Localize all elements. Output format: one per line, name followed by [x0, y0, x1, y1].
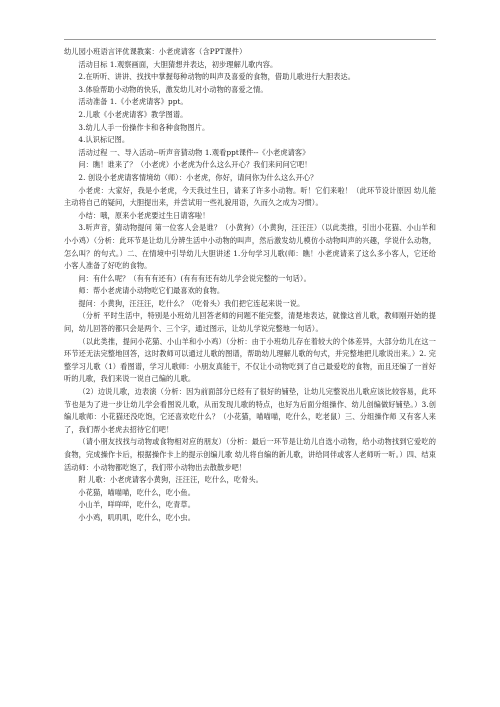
- poem-line: 小花猫，喵喵喵，吃什么，吃小鱼。: [78, 487, 195, 497]
- paragraph: 小结：哦，原来小老虎要过生日请客啦！: [78, 210, 210, 220]
- poem-line: 小小鸡，叽叽叽，吃什么，吃小虫。: [78, 512, 195, 522]
- paragraph: 活动准备 1.《小老虎请客》ppt。: [78, 97, 188, 107]
- paragraph: （2）边说儿歌，边表演（分析：因为前面部分已经有了很好的铺垫，让幼儿完整说出儿歌应该比较容易，此环节也是为了进一步让幼儿学会看图说儿歌，从而发现儿歌的特点，也好为后面分组操作、幼儿创编做好铺垫。）3.创编儿歌师：小花猫还没吃饱，它还喜欢吃什么？（小花猫，喵喵喵，吃什么，吃老鼠）三、分组操作师 又有客人来了，我们帮小老虎去招待它们吧！: [64, 387, 436, 434]
- paragraph: 问：有什么呢？（有有有还有）(有有有还有幼儿学会说完整的一句话）。: [78, 273, 311, 283]
- paragraph: 3.体验帮助小动物的快乐，激发幼儿对小动物的喜爱之情。: [78, 84, 268, 94]
- document-title: 幼儿园小班语言评优课教案：小老虎请客（含PPT课件）: [64, 47, 247, 56]
- paragraph: 3.幼儿人手一份操作卡和各种食物图片。: [78, 122, 210, 132]
- paragraph: 提问：小黄狗，汪汪汪，吃什么？（吃骨头）我们把它连起来说一说。: [78, 298, 305, 308]
- paragraph: 2. 创设小老虎请客情境幼（师）：小老虎，你好，请问你为什么这么开心？: [78, 172, 318, 182]
- paragraph: 2.在听听、讲讲、找找中掌握每种动物的叫声及喜爱的食物，借助儿歌进行大胆表达。: [78, 72, 356, 82]
- poem-line: 附 儿歌：小老虎请客小黄狗，汪汪汪，吃什么，吃骨头。: [78, 475, 263, 485]
- paragraph: 小老虎：大家好，我是小老虎，今天我过生日，请来了许多小动物。听！它们来啦！（此环节设计原因 幼儿能主动将自己的疑问，大胆提出来，并尝试用一些礼貌用语，久而久之成为习惯）。: [64, 185, 436, 208]
- paragraph: 问：瞧！谁来了？（小老虎）小老虎为什么这么开心？我们来问问它吧！: [78, 160, 312, 170]
- paragraph: （分析 平时生活中，特别是小班幼儿回答老师的问题不能完整，清楚地表达，就像这首儿歌，教师刚开始的提问，幼儿回答的都只会是两个、三个字，通过图示，让幼儿学说完整地一句话）。: [64, 311, 436, 334]
- paragraph: 4.认识标记图。: [78, 135, 130, 145]
- paragraph: 3.听声音，猜动物提问 第一位客人会是谁？（小黄狗）（小黄狗，汪汪汪）（以此类推，引出小花猫、小山羊和小小鸡）（分析：此环节是让幼儿分辨生活中小动物的叫声，然后激发幼儿模仿小动物叫声的兴趣，学说什么动物，怎么叫？的句式。）二、在情境中引导幼儿大胆讲述 1.分句学习儿歌(师：瞧！小老虎请来了这么多小客人，它还给小客人准备了好吃的食物。: [64, 223, 436, 271]
- paragraph: 2.儿歌《小老虎请客》教学图谱。: [78, 109, 188, 119]
- paragraph: （请小朋友找找与动物或食物相对应的朋友）（分析：最后一环节是让幼儿自选小动物，给小动物找到它爱吃的食物，完成操作卡后，根据操作卡上的提示创编儿歌 幼儿将自编的新儿歌，讲给同伴或客人老师听一听。）四、结束活动师：小动物都吃饱了，我们带小动物出去散散步吧！: [64, 437, 436, 472]
- poem-line: 小山羊，咩咩咩，吃什么，吃青草。: [78, 500, 195, 510]
- header-rule: [64, 39, 436, 40]
- paragraph: 活动目标 1.观察画面，大胆猜想并表达，初步理解儿歌内容。: [78, 59, 278, 69]
- document-body: [64, 46, 436, 525]
- paragraph: 活动过程 一、导入活动--听声音猜动物 1.观看ppt课件--《小老虎请客》: [78, 147, 310, 157]
- paragraph: （以此类推，提问小花猫、小山羊和小小鸡）（分析：由于小班幼儿存在着较大的个体差异，大部分幼儿在这一环节还无法完整地回答，这时教师可以通过儿歌的图谱，帮助幼儿理解儿歌的句式，并完整地把儿歌说出来。）2. 完整学习儿歌（1）看图谱，学习儿歌师：小朋友真能干，不仅让小动物吃到了自己最爱吃的食物，而且还编了一首好听的儿歌，我们来说一说自己编的儿歌。: [64, 336, 436, 384]
- paragraph: 师：帮小老虎请小动物吃它们最喜欢的食物。: [78, 286, 225, 296]
